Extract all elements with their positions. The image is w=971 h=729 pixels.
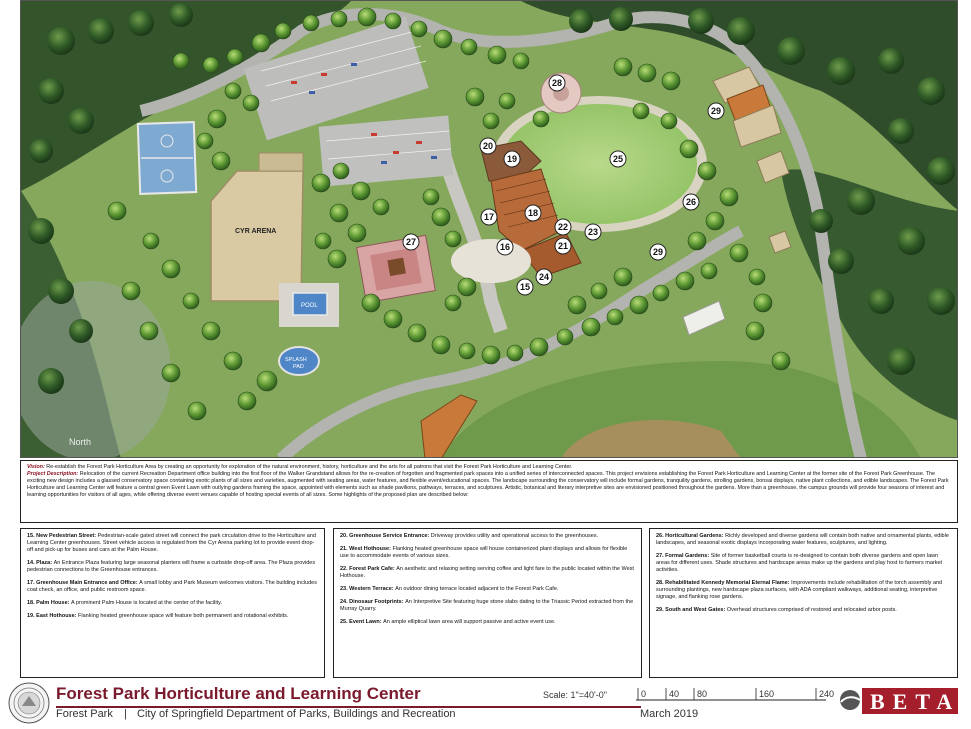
plan-marker-label: 15 bbox=[519, 282, 531, 292]
tree bbox=[662, 72, 680, 90]
legend-item-text: An outdoor dining terrace located adjacent to the Forest Park Cafe. bbox=[395, 586, 559, 592]
tree bbox=[582, 318, 600, 336]
plan-marker-15 bbox=[517, 279, 533, 295]
tree bbox=[680, 140, 698, 158]
legend-item bbox=[27, 600, 318, 607]
legend-item-text: A prominent Palm House is located at the center of the facility. bbox=[71, 600, 222, 606]
legend-item bbox=[27, 533, 318, 554]
forest-tree bbox=[169, 3, 193, 27]
plan-marker-label: 16 bbox=[499, 242, 511, 252]
legend-item-title: 18. Palm House: bbox=[27, 600, 72, 606]
legend-item bbox=[340, 619, 635, 626]
forest-tree bbox=[88, 18, 114, 44]
tree bbox=[188, 402, 206, 420]
legend-item-text: A small lobby and Park Museum welcomes visitors. The building includes coat check, an office, and public restroom space. bbox=[27, 580, 317, 593]
scale-tick-label: 160 bbox=[759, 689, 775, 699]
legend-item-title: 26. Horticultural Gardens: bbox=[656, 533, 726, 539]
legend-item-title: 19. East Hothouse: bbox=[27, 613, 79, 619]
forest-tree bbox=[897, 227, 925, 255]
tree bbox=[507, 345, 523, 361]
cyr-arena-label: CYR ARENA bbox=[235, 228, 277, 235]
tree bbox=[614, 58, 632, 76]
plan-marker-21 bbox=[555, 238, 571, 254]
plan-marker-label: 28 bbox=[551, 78, 563, 88]
tree bbox=[568, 296, 586, 314]
tree bbox=[676, 272, 694, 290]
legend-item bbox=[656, 580, 951, 601]
legend-item-text: Overhead structures comprised of restored and relocated arbor posts. bbox=[726, 607, 897, 613]
plan-marker-label: 26 bbox=[685, 197, 697, 207]
legend-item bbox=[656, 553, 951, 574]
site-plan-map bbox=[20, 0, 958, 458]
tree bbox=[202, 322, 220, 340]
forest-tree bbox=[727, 17, 755, 45]
tree bbox=[483, 113, 499, 129]
plan-marker-16 bbox=[497, 239, 513, 255]
legend-item-text: Richly developed and diverse gardens will contain both native and ornamental plants, edible landscapes, and seasonal exotic displays incorporating water features, sculptures, and lighting. bbox=[656, 533, 949, 546]
tree bbox=[140, 322, 158, 340]
tree bbox=[614, 268, 632, 286]
items-column-2 bbox=[333, 528, 642, 678]
plan-marker-17 bbox=[481, 209, 497, 225]
subtitle-separator: | bbox=[124, 708, 127, 720]
legend-item-title: 29. South and West Gates: bbox=[656, 607, 727, 613]
tree bbox=[434, 30, 452, 48]
forest-tree bbox=[128, 10, 154, 36]
site-plan-graphic bbox=[21, 1, 958, 458]
plan-title: Forest Park Horticulture and Learning Center bbox=[56, 684, 421, 703]
vision-text: Re-establish the Forest Park Horticulture Area by creating an opportunity for exploration of the natural environment, history, horticulture and the arts for all patrons that visit the Forest Park Horticulture and Learning Center. bbox=[46, 464, 573, 470]
tree bbox=[208, 110, 226, 128]
legend-item-text: An Entrance Plaza featuring large seasonal planters will frame a curbside drop-off area. The Plaza provides pedestrian connections to the Greenhouse entrances. bbox=[27, 560, 316, 573]
beta-logo-text: BETA bbox=[870, 689, 960, 714]
items-column-1 bbox=[20, 528, 325, 678]
tree bbox=[706, 212, 724, 230]
plan-marker-label: 24 bbox=[538, 272, 550, 282]
tree bbox=[183, 293, 199, 309]
tree bbox=[312, 174, 330, 192]
park-name: Forest Park bbox=[56, 708, 113, 720]
plan-marker-22 bbox=[555, 219, 571, 235]
plan-marker-label: 27 bbox=[405, 237, 417, 247]
tree bbox=[358, 8, 376, 26]
tree bbox=[384, 310, 402, 328]
legend-item-text: Pedestrian-scale gated street will connect the park circulation drive to the Horticulture and Learning Center greenhouses. Street vehicle access is regulated from the Cyr Arena parking lot to provide event drop-off and pick-up for buses and cars at the Palm House. bbox=[27, 533, 316, 553]
plan-marker-24 bbox=[536, 269, 552, 285]
tree bbox=[333, 163, 349, 179]
legend-item-text: An Interpretive Site featuring huge stone slabs dating to the Triassic Period extracted from the Murray Quarry. bbox=[340, 599, 634, 612]
tree bbox=[461, 39, 477, 55]
entrance-plaza bbox=[451, 239, 531, 283]
tree bbox=[459, 343, 475, 359]
legend-item-title: 21. West Hothouse: bbox=[340, 546, 393, 552]
tree bbox=[746, 322, 764, 340]
tree bbox=[698, 162, 716, 180]
tree bbox=[243, 95, 259, 111]
plan-marker-label: 20 bbox=[482, 141, 494, 151]
tree bbox=[224, 352, 242, 370]
tree bbox=[653, 285, 669, 301]
legend-item-title: 23. Western Terrace: bbox=[340, 586, 396, 592]
plan-marker-label: 25 bbox=[612, 154, 624, 164]
tree bbox=[513, 53, 529, 69]
forest-tree bbox=[29, 139, 53, 163]
plan-marker-26 bbox=[683, 194, 699, 210]
forest-tree bbox=[609, 7, 633, 31]
plan-marker-23 bbox=[585, 224, 601, 240]
tree bbox=[385, 13, 401, 29]
plan-marker-label: 23 bbox=[587, 227, 599, 237]
legend-item bbox=[340, 546, 635, 560]
tree bbox=[754, 294, 772, 312]
tree bbox=[162, 364, 180, 382]
legend-item-title: 28. Rehabilitated Kennedy Memorial Eternal Flame: bbox=[656, 580, 792, 586]
forest-tree bbox=[847, 187, 875, 215]
plan-date: March 2019 bbox=[640, 708, 699, 720]
scale-tick-label: 240 bbox=[819, 689, 835, 699]
tree bbox=[466, 88, 484, 106]
legend-item-title: 25. Event Lawn: bbox=[340, 619, 384, 625]
tree bbox=[275, 23, 291, 39]
forest-tree bbox=[827, 57, 855, 85]
legend-item-title: 20. Greenhouse Service Entrance: bbox=[340, 533, 431, 539]
legend-item bbox=[27, 560, 318, 574]
tree bbox=[330, 204, 348, 222]
tree bbox=[499, 93, 515, 109]
legend-item-text: Improvements include rehabilitation of the torch assembly and surrounding plantings, new hardscape plaza surfaces, with ADA compliant walkways, additional seating, interpretive signage, and flanking rose gardens. bbox=[656, 580, 943, 600]
legend-item bbox=[340, 586, 635, 593]
tree bbox=[373, 199, 389, 215]
plan-marker-20 bbox=[480, 138, 496, 154]
tree bbox=[749, 269, 765, 285]
scale-label: Scale: 1"=40'-0" bbox=[543, 690, 607, 700]
tree bbox=[591, 283, 607, 299]
pool-label: POOL bbox=[301, 303, 318, 309]
svg-text:PAD: PAD bbox=[293, 364, 304, 370]
legend-item-text: An aesthetic and relaxing setting serving coffee and light fare to the public located within the West Hothouse. bbox=[340, 566, 634, 579]
legend-item bbox=[340, 533, 635, 540]
tree bbox=[352, 182, 370, 200]
legend-item-title: 15. New Pedestrian Street: bbox=[27, 533, 98, 539]
items-column-3 bbox=[649, 528, 958, 678]
legend-item-text: Site of former basketball courts is re-designed to contain both diverse gardens and open lawn areas for different uses. Shade structures and hardscape areas make up the gardens and play host to farmers market activities. bbox=[656, 553, 943, 573]
tree bbox=[630, 296, 648, 314]
tree bbox=[252, 34, 270, 52]
forest-tree bbox=[48, 278, 74, 304]
tree bbox=[701, 263, 717, 279]
cyr-arena-building bbox=[211, 171, 303, 301]
tree bbox=[445, 231, 461, 247]
plan-marker-label: 17 bbox=[483, 212, 495, 222]
tree bbox=[411, 21, 427, 37]
legend-item-text: An ample elliptical lawn area will support passive and active event use. bbox=[383, 619, 556, 625]
tree bbox=[173, 53, 189, 69]
splash-pad-label: SPLASH bbox=[285, 357, 307, 363]
project-description-text: Relocation of the current Recreation Department office building into the first floor of the Walker Grandstand allows for the re-creation of forgotten and fragmented park spaces into a unified series of interconnected spaces. This project envisions establishing the Forest Park Horticulture and Learning Center at the former site of the Forest Park Greenhouse. The exciting new design includes a glassed conservatory space containing exotic plants of all sizes and varieties, augmented with seating areas, water features, and flexible event/educational spaces. The landscape surrounding the conservatory will include formal gardens, tranquility gardens, strolling gardens, bonsai displays, native plant collections, and edible landscapes. The Forest Park Horticulture and Learning Center will feature a central green Event Lawn with outlying gardens framing the space, appointed with elements such as shade pavilions, pathways, terraces, and sculptures. Artistic, botanical and literary interpretive sites are envisioned positioned throughout the gardens. More than a greenhouse, the campus grounds will provide four seasons of interest and learning opportunities for visitors of all ages, while offering diverse event venues capable of hosting special events of all sizes. Some highlights of the proposed plan are described below: bbox=[27, 471, 949, 498]
scale-tick-label: 80 bbox=[697, 689, 708, 699]
legend-item-title: 17. Greenhouse Main Entrance and Office: bbox=[27, 580, 140, 586]
tree bbox=[212, 152, 230, 170]
plan-marker-19 bbox=[504, 151, 520, 167]
plan-marker-29 bbox=[650, 244, 666, 260]
forest-tree bbox=[828, 248, 854, 274]
legend-item-text: Flanking heated greenhouse space will house containerized plant displays and allows for flexible use to accommodate events of various sizes. bbox=[340, 546, 628, 559]
tree bbox=[408, 324, 426, 342]
forest-tree bbox=[868, 288, 894, 314]
forest-tree bbox=[917, 77, 945, 105]
legend-item-text: Flanking heated greenhouse space will feature both permanent and rotational exhibits. bbox=[78, 613, 289, 619]
scale-tick-label: 40 bbox=[669, 689, 680, 699]
plan-marker-label: 19 bbox=[506, 154, 518, 164]
tree bbox=[633, 103, 649, 119]
forest-tree bbox=[887, 347, 915, 375]
plan-marker-25 bbox=[610, 151, 626, 167]
tree bbox=[607, 309, 623, 325]
plan-marker-label: 29 bbox=[652, 247, 664, 257]
forest-tree bbox=[38, 368, 64, 394]
plan-marker-label: 22 bbox=[557, 222, 569, 232]
legend-item bbox=[656, 607, 951, 614]
plan-marker-27 bbox=[403, 234, 419, 250]
tree bbox=[362, 294, 380, 312]
tree bbox=[331, 11, 347, 27]
tree bbox=[557, 329, 573, 345]
tree bbox=[197, 133, 213, 149]
forest-tree bbox=[38, 78, 64, 104]
legend-item bbox=[27, 613, 318, 620]
tree bbox=[303, 15, 319, 31]
forest-tree bbox=[68, 108, 94, 134]
department-name: City of Springfield Department of Parks, Buildings and Recreation bbox=[137, 708, 456, 720]
tree bbox=[488, 46, 506, 64]
tree bbox=[108, 202, 126, 220]
plan-marker-29 bbox=[708, 103, 724, 119]
tree bbox=[445, 295, 461, 311]
forest-tree bbox=[878, 48, 904, 74]
tree bbox=[458, 278, 476, 296]
plan-marker-label: 29 bbox=[710, 106, 722, 116]
city-seal-icon bbox=[8, 682, 50, 724]
north-label: North bbox=[69, 437, 92, 447]
tree bbox=[328, 250, 346, 268]
tree bbox=[423, 189, 439, 205]
tree bbox=[720, 188, 738, 206]
legend-item-title: 27. Formal Gardens: bbox=[656, 553, 711, 559]
scale-bar bbox=[636, 686, 836, 706]
tree bbox=[730, 244, 748, 262]
tree bbox=[638, 64, 656, 82]
forest-tree bbox=[888, 118, 914, 144]
tree bbox=[533, 111, 549, 127]
forest-tree bbox=[927, 157, 955, 185]
forest-tree bbox=[47, 27, 75, 55]
forest-tree bbox=[69, 319, 93, 343]
forest-tree bbox=[809, 209, 833, 233]
legend-item bbox=[340, 566, 635, 580]
tree bbox=[162, 260, 180, 278]
legend-item-title: 22. Forest Park Cafe: bbox=[340, 566, 397, 572]
tree bbox=[315, 233, 331, 249]
legend-item bbox=[656, 533, 951, 547]
formal-gardens bbox=[357, 235, 436, 302]
forest-tree bbox=[28, 218, 54, 244]
legend-item-title: 14. Plaza: bbox=[27, 560, 54, 566]
tree bbox=[432, 336, 450, 354]
vision-label: Vision: bbox=[27, 464, 45, 470]
forest-tree bbox=[927, 287, 955, 315]
beta-logo bbox=[838, 686, 960, 720]
tree bbox=[203, 57, 219, 73]
tree bbox=[122, 282, 140, 300]
forest-tree bbox=[569, 9, 593, 33]
legend-item-text: Driveway provides utility and operational access to the greenhouses. bbox=[430, 533, 599, 539]
plan-marker-18 bbox=[525, 205, 541, 221]
tree bbox=[688, 232, 706, 250]
forest-tree bbox=[777, 37, 805, 65]
legend-item-title: 24. Dinosaur Footprints: bbox=[340, 599, 406, 605]
tree bbox=[482, 346, 500, 364]
tree bbox=[257, 371, 277, 391]
forest-tree bbox=[688, 8, 714, 34]
tree bbox=[530, 338, 548, 356]
plan-marker-28 bbox=[549, 75, 565, 91]
tree bbox=[227, 49, 243, 65]
title-block bbox=[0, 680, 971, 729]
legend-item bbox=[27, 580, 318, 594]
tree bbox=[225, 83, 241, 99]
tree bbox=[432, 208, 450, 226]
tree bbox=[143, 233, 159, 249]
tree bbox=[348, 224, 366, 242]
vision-description-panel bbox=[20, 460, 958, 523]
tree bbox=[772, 352, 790, 370]
tree bbox=[661, 113, 677, 129]
plan-marker-label: 21 bbox=[557, 241, 569, 251]
project-description-label: Project Description: bbox=[27, 471, 79, 477]
tree bbox=[238, 392, 256, 410]
plan-marker-label: 18 bbox=[527, 208, 539, 218]
scale-tick-label: 0 bbox=[641, 689, 647, 699]
legend-item bbox=[340, 599, 635, 613]
